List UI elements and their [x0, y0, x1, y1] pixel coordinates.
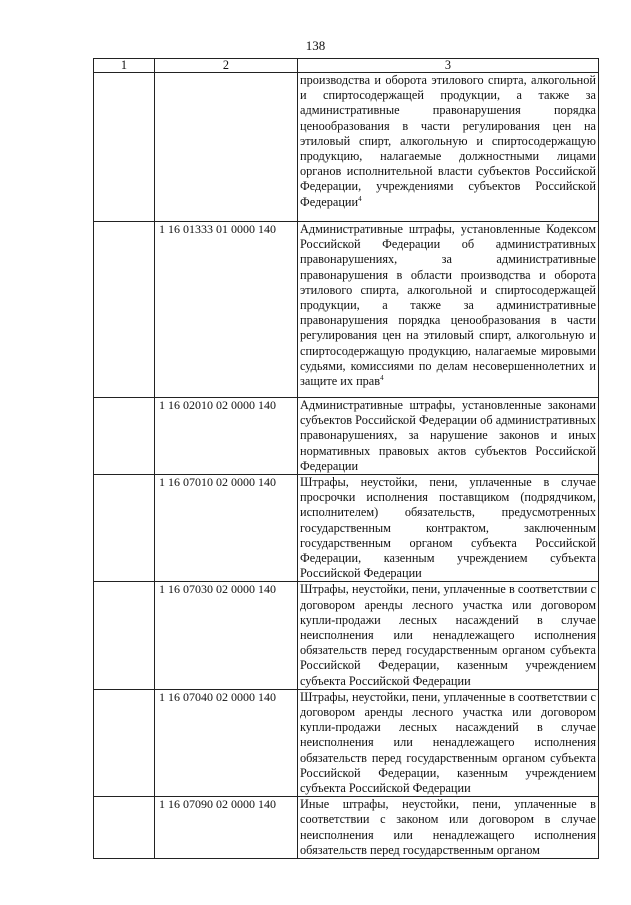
footnote-mark: 4	[380, 373, 384, 382]
header-col-3: 3	[298, 59, 599, 73]
description-cell	[298, 582, 599, 689]
description-text: Иные штрафы, неустойки, пени, уплаченные в соответствии с законом или договором в случае неисполнения или ненадлежащего исполнения обязательств перед государственным органом	[300, 797, 596, 857]
description-text: производства и оборота этилового спирта, алкогольной и спиртосодержащей продукции, а также за административные правонарушения порядка ценообразования в части регулирования цен на этиловый спирт, алкогольную и спиртосодержащую продукцию, налагаемые должностными лицами органов исполнительной власти субъектов Российской Федерации, учреждениями субъектов Российской Федерации	[300, 73, 596, 209]
description-cell	[298, 689, 599, 796]
row-number-cell	[94, 797, 155, 859]
table-row	[94, 398, 599, 475]
table-row	[94, 475, 599, 582]
description-text: Штрафы, неустойки, пени, уплаченные в соответствии с договором аренды лесного участка или договором купли-продажи лесных насаждений в случае неисполнения или ненадлежащего исполнения обязательств перед государственным органом субъекта Российской Федерации, казенным учреждением субъекта Российской Федерации	[300, 689, 596, 796]
table-row	[94, 73, 599, 222]
code-cell: 1 16 02010 02 0000 140	[155, 398, 298, 475]
row-number-cell	[94, 582, 155, 689]
budget-codes-table	[93, 58, 599, 859]
description-cell	[298, 797, 599, 859]
row-number-cell	[94, 475, 155, 582]
code-cell	[155, 73, 298, 222]
description-text: Административные штрафы, установленные законами субъектов Российской Федерации об административных правонарушениях, за нарушение законов и иных нормативных правовых актов субъектов Российской Федерации	[300, 398, 596, 473]
description-text: Штрафы, неустойки, пени, уплаченные в соответствии с договором аренды лесного участка или договором купли-продажи лесных насаждений в случае неисполнения или ненадлежащего исполнения обязательств перед государственным органом субъекта Российской Федерации, казенным учреждением субъекта Российской Федерации	[300, 582, 596, 688]
code-cell: 1 16 07030 02 0000 140	[155, 582, 298, 689]
header-col-1: 1	[94, 59, 155, 73]
description-cell	[298, 398, 599, 475]
description-cell	[298, 222, 599, 398]
code-cell: 1 16 07010 02 0000 140	[155, 475, 298, 582]
footnote-mark: 4	[358, 194, 362, 203]
row-number-cell	[94, 398, 155, 475]
description-cell	[298, 475, 599, 582]
table-row	[94, 689, 599, 796]
table-row	[94, 582, 599, 689]
table-header-row	[94, 59, 599, 73]
row-number-cell	[94, 73, 155, 222]
code-cell: 1 16 07040 02 0000 140	[155, 689, 298, 796]
description-text: Штрафы, неустойки, пени, уплаченные в случае просрочки исполнения поставщиком (подрядчиком, исполнителем) обязательств, предусмотренных государственным контрактом, заключенным государственным органом субъекта Российской Федерации, казенным учреждением субъекта Российской Федерации	[300, 475, 596, 581]
row-number-cell	[94, 689, 155, 796]
table-row	[94, 797, 599, 859]
code-cell: 1 16 07090 02 0000 140	[155, 797, 298, 859]
code-cell: 1 16 01333 01 0000 140	[155, 222, 298, 398]
description-cell	[298, 73, 599, 222]
row-number-cell	[94, 222, 155, 398]
page-number: 138	[305, 38, 326, 53]
description-text: Административные штрафы, установленные Кодексом Российской Федерации об административных правонарушениях, за административные правонарушения в области производства и оборота этилового спирта, алкогольной и спиртосодержащей продукции, а также за административные правонарушения порядка ценообразования в части регулирования цен на этиловый спирт, алкогольную и спиртосодержащую продукцию, налагаемые мировыми судьями, комиссиями по делам несовершеннолетних и защите их прав	[300, 222, 596, 389]
table-row	[94, 222, 599, 398]
header-col-2: 2	[155, 59, 298, 73]
